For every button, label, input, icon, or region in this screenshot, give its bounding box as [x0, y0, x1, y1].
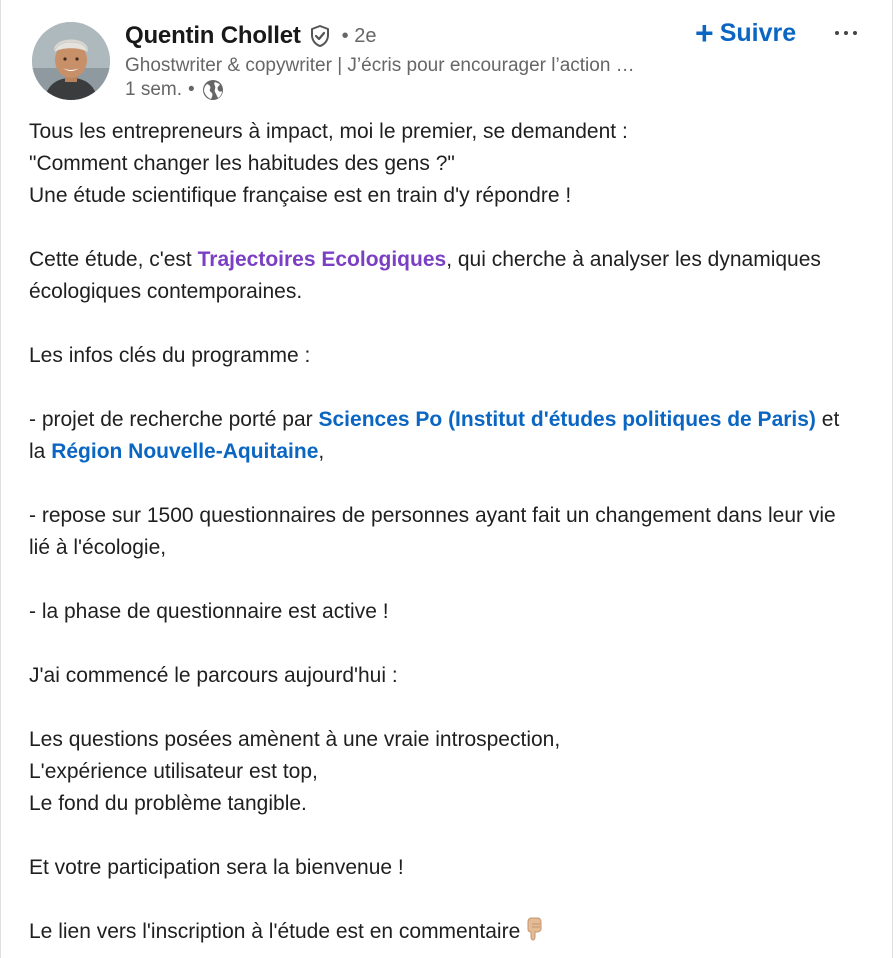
author-avatar[interactable]	[32, 22, 110, 100]
author-name[interactable]: Quentin Chollet	[125, 22, 301, 49]
body-line: "Comment changer les habitudes des gens ?"	[29, 152, 455, 175]
post-meta	[125, 79, 224, 101]
body-paragraph: Les infos clés du programme :	[29, 344, 311, 367]
author-row	[125, 22, 376, 50]
author-headline: Ghostwriter & copywriter | J’écris pour encourager l’action …	[125, 55, 635, 76]
mention-region-nouvelle-aquitaine[interactable]: Région Nouvelle-Aquitaine	[51, 440, 319, 463]
body-paragraph	[29, 916, 859, 951]
connection-degree: • 2e	[341, 24, 377, 47]
mention-sciences-po[interactable]: Sciences Po (Institut d'études politiques de Paris)	[318, 408, 816, 431]
body-paragraph: - la phase de questionnaire est active !	[29, 600, 389, 623]
body-line: Les questions posées amènent à une vraie introspection,	[29, 728, 561, 751]
verified-shield-icon	[308, 24, 332, 48]
avatar-photo	[32, 22, 110, 100]
body-line: Tous les entrepreneurs à impact, moi le premier, se demandent :	[29, 120, 628, 143]
body-line: Une étude scientifique française est en train d'y répondre !	[29, 184, 572, 207]
mention-trajectoires-ecologiques[interactable]: Trajectoires Ecologiques	[197, 248, 447, 271]
body-text: - projet de recherche porté par	[29, 408, 319, 431]
body-paragraph	[29, 244, 859, 308]
body-line: L'expérience utilisateur est top,	[29, 760, 318, 783]
meta-separator: •	[188, 79, 195, 100]
body-text: Le lien vers l'inscription à l'étude est en commentaire	[29, 920, 521, 943]
body-text: , qui cherche à analyser les dynamiques écologiques contemporaines.	[29, 248, 821, 303]
body-paragraph: Et votre participation sera la bienvenue !	[29, 856, 404, 879]
body-line: Le fond du problème tangible.	[29, 792, 307, 815]
body-text: ,	[318, 440, 325, 463]
plus-icon: +	[695, 15, 714, 51]
post-body	[29, 116, 859, 951]
body-paragraph: - repose sur 1500 questionnaires de personnes ayant fait un changement dans leur vie lié à l'écologie,	[29, 504, 836, 559]
body-text: Cette étude, c'est	[29, 248, 198, 271]
follow-button[interactable]	[691, 16, 800, 50]
pointing-down-hand-icon	[524, 917, 544, 951]
globe-icon	[202, 79, 224, 101]
body-text: et la	[29, 408, 840, 463]
more-dots-icon[interactable]	[825, 18, 867, 48]
follow-label: Suivre	[719, 18, 797, 47]
body-paragraph: J'ai commencé le parcours aujourd'hui :	[29, 664, 398, 687]
post-timestamp: 1 sem.	[125, 79, 183, 100]
body-paragraph	[29, 404, 859, 468]
